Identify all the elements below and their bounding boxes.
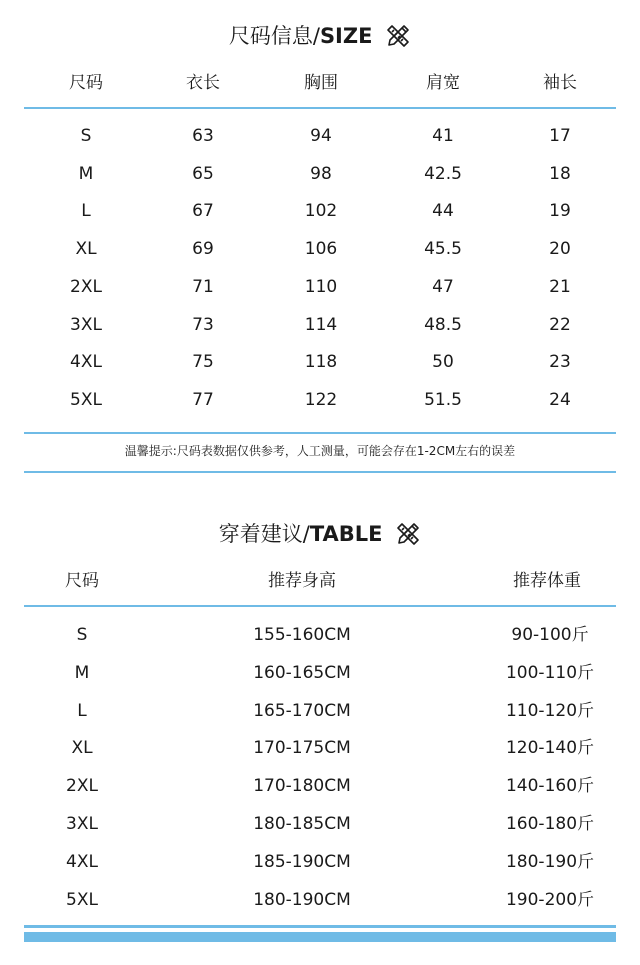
table-cell: 69 — [192, 239, 214, 260]
table-cell: 17 — [549, 126, 571, 146]
ruler-pencil-icon — [395, 521, 421, 547]
table-cell: 122 — [304, 389, 338, 410]
table-row — [0, 812, 640, 836]
table-cell: 4XL — [70, 352, 102, 373]
table-header-height: 推荐身高 — [268, 571, 336, 591]
table-cell: 5XL — [70, 389, 102, 410]
table-row — [0, 350, 640, 374]
table-cell: 98 — [310, 163, 332, 184]
table-header-divider — [24, 605, 616, 607]
table-cell: 155-160CM — [253, 625, 351, 645]
table-cell: 21 — [549, 276, 571, 297]
size-note: 温馨提示:尺码表数据仅供参考，人工测量，可能会存在1-2CM左右的误差 — [124, 444, 516, 458]
table-row — [0, 736, 640, 760]
table-cell: 71 — [192, 276, 214, 297]
table-section-title — [0, 518, 640, 548]
table-row — [0, 388, 640, 412]
ruler-pencil-icon — [385, 23, 411, 49]
table-cell: 73 — [192, 314, 214, 335]
table-cell: 190-200斤 — [505, 889, 595, 910]
table-cell: 180-190CM — [253, 889, 351, 910]
table-cell: 106 — [304, 239, 338, 260]
table-cell: XL — [75, 239, 97, 260]
table-row — [0, 162, 640, 186]
table-cell: 50 — [432, 352, 454, 373]
table-cell: 170-175CM — [253, 738, 351, 759]
table-cell: 2XL — [66, 776, 98, 797]
table-cell: 90-100斤 — [511, 625, 589, 645]
note-bottom-divider — [24, 471, 616, 473]
size-header-length: 衣长 — [186, 73, 220, 93]
table-cell: 118 — [304, 352, 338, 373]
table-cell: 160-165CM — [253, 662, 351, 683]
table-cell: L — [81, 201, 91, 222]
table-cell: 160-180斤 — [505, 814, 595, 834]
table-cell: M — [74, 662, 90, 683]
table-header-row — [0, 569, 640, 593]
table-cell: 77 — [192, 389, 214, 410]
size-header-sleeve: 袖长 — [543, 73, 577, 93]
size-header-shoulder: 肩宽 — [426, 73, 460, 93]
table-cell: 45.5 — [424, 239, 462, 260]
table-row — [0, 313, 640, 337]
size-header-divider — [24, 107, 616, 109]
table-cell: 114 — [304, 314, 338, 335]
size-title-en: SIZE — [319, 24, 373, 48]
table-cell: 102 — [304, 201, 338, 222]
table-cell: 24 — [549, 389, 571, 410]
table-cell: 170-180CM — [253, 776, 351, 797]
table-cell: 67 — [192, 201, 214, 222]
table-row — [0, 699, 640, 723]
table-row — [0, 275, 640, 299]
table-cell: 48.5 — [424, 314, 462, 335]
table-cell: 65 — [192, 163, 214, 184]
table-cell: 3XL — [70, 314, 102, 335]
table-cell: L — [77, 700, 87, 721]
table-cell: 110 — [304, 276, 338, 297]
size-section-title — [0, 20, 640, 50]
table-cell: 41 — [432, 126, 454, 146]
table-cell: M — [78, 163, 94, 184]
table-cell: 110-120斤 — [505, 700, 595, 721]
table-cell: S — [80, 126, 92, 146]
table-cell: 180-190斤 — [505, 851, 595, 872]
table-cell: 23 — [549, 352, 571, 373]
table-cell: 5XL — [66, 889, 98, 910]
table-row — [0, 237, 640, 261]
table-header-size: 尺码 — [65, 571, 99, 591]
table-row — [0, 661, 640, 685]
table-cell: 2XL — [70, 276, 102, 297]
table-cell: 165-170CM — [253, 700, 351, 721]
table-cell: 3XL — [66, 814, 98, 834]
table-cell: S — [76, 625, 88, 645]
table-cell: XL — [71, 738, 93, 759]
table-row — [0, 199, 640, 223]
table-title-cn: 穿着建议/ — [218, 522, 310, 546]
size-header-chest: 胸围 — [304, 73, 338, 93]
table-header-weight: 推荐体重 — [513, 571, 581, 591]
table-row — [0, 124, 640, 148]
bottom-bar-thick — [24, 932, 616, 942]
table-cell: 185-190CM — [253, 851, 351, 872]
table-cell: 20 — [549, 239, 571, 260]
size-table-bottom-divider — [24, 432, 616, 434]
table-row — [0, 888, 640, 912]
size-header-row — [0, 71, 640, 95]
table-row — [0, 623, 640, 647]
table-row — [0, 774, 640, 798]
table-cell: 180-185CM — [253, 814, 351, 834]
table-cell: 63 — [192, 126, 214, 146]
table-cell: 19 — [549, 201, 571, 222]
table-cell: 100-110斤 — [505, 662, 595, 683]
size-title-cn: 尺码信息/ — [228, 24, 320, 48]
table-cell: 22 — [549, 314, 571, 335]
table-cell: 44 — [432, 201, 454, 222]
table-cell: 120-140斤 — [505, 738, 595, 759]
table-cell: 140-160斤 — [505, 776, 595, 797]
table-row — [0, 850, 640, 874]
size-header-size: 尺码 — [69, 73, 103, 93]
table-cell: 94 — [310, 126, 332, 146]
table-cell: 18 — [549, 163, 571, 184]
table-cell: 75 — [192, 352, 214, 373]
table-title-en: TABLE — [309, 522, 383, 546]
bottom-bar-thin — [24, 925, 616, 928]
table-cell: 42.5 — [424, 163, 462, 184]
table-cell: 4XL — [66, 851, 98, 872]
table-cell: 47 — [432, 276, 454, 297]
table-cell: 51.5 — [424, 389, 462, 410]
